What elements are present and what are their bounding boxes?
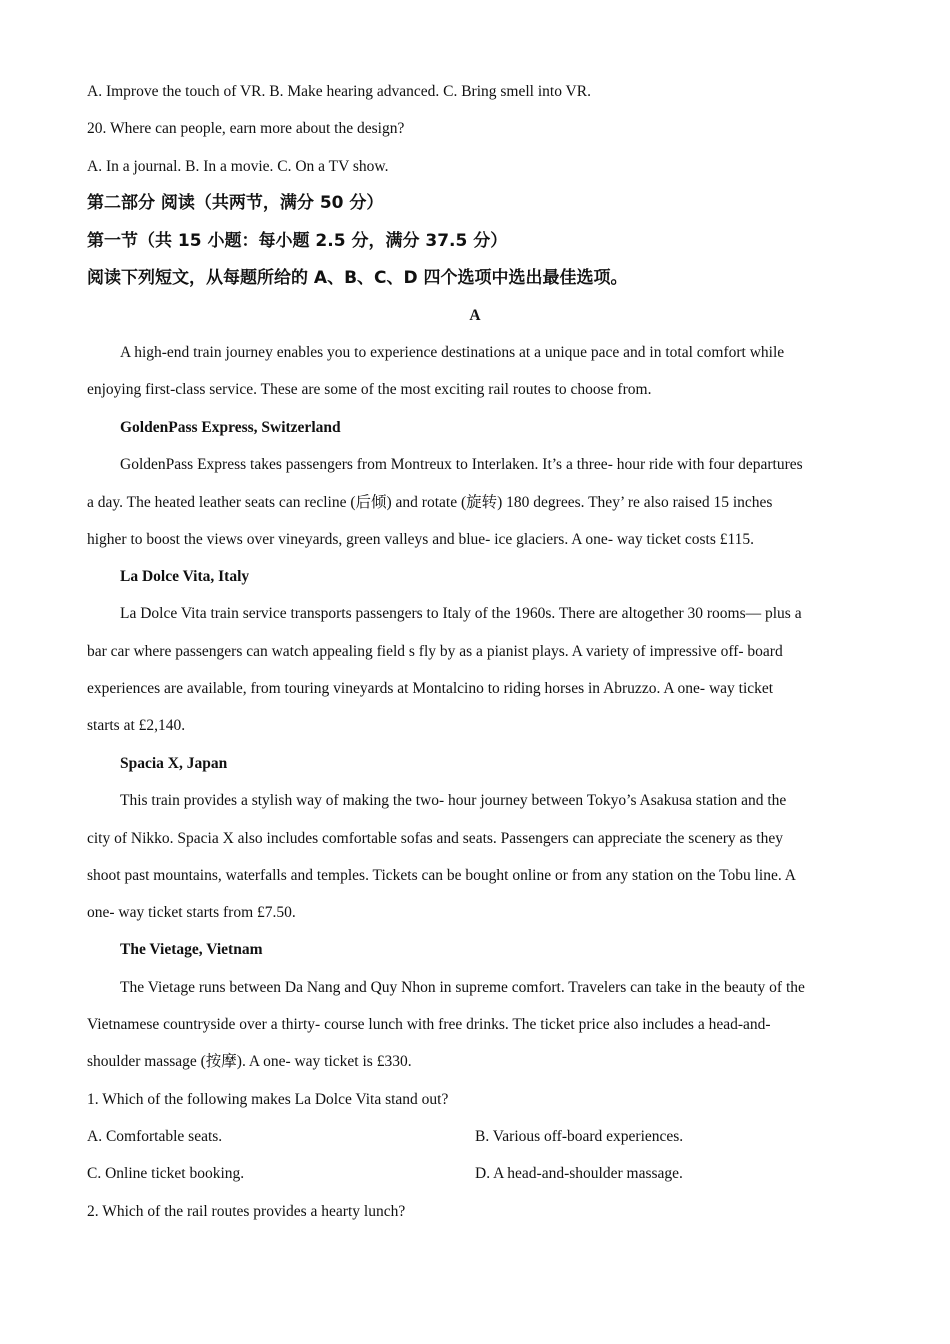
route-text-line: This train provides a stylish way of making the two- hour journey between Tokyo’s Asakusa station and the bbox=[120, 792, 787, 809]
route-heading-goldenpass: GoldenPass Express, Switzerland bbox=[120, 419, 341, 436]
route-text-line: The Vietage runs between Da Nang and Quy Nhon in supreme comfort. Travelers can take in the beauty of the bbox=[120, 979, 805, 996]
route-heading-dolce-vita: La Dolce Vita, Italy bbox=[120, 568, 250, 585]
route-text-line: bar car where passengers can watch appealing field s fly by as a pianist plays. A variety of impressive off- board bbox=[87, 643, 783, 660]
question-1-option-a: A. Comfortable seats. bbox=[87, 1128, 223, 1145]
route-text-line: starts at £2,140. bbox=[87, 717, 186, 734]
route-text-line: shoulder massage (按摩). A one- way ticket is £330. bbox=[87, 1053, 412, 1070]
q20-stem: 20. Where can people, earn more about the design? bbox=[87, 120, 405, 137]
route-text-line: experiences are available, from touring vineyards at Montalcino to riding horses in Abruzzo. A one- way ticket bbox=[87, 680, 774, 697]
question-1-stem: 1. Which of the following makes La Dolce Vita stand out? bbox=[87, 1091, 449, 1108]
route-text-line: city of Nikko. Spacia X also includes comfortable sofas and seats. Passengers can appreciate the scenery as they bbox=[87, 830, 783, 847]
part-title: 第二部分 阅读（共两节，满分 50 分） bbox=[87, 193, 384, 213]
section-title: 第一节（共 15 小题：每小题 2.5 分，满分 37.5 分） bbox=[87, 231, 508, 251]
instruction: 阅读下列短文，从每题所给的 A、B、C、D 四个选项中选出最佳选项。 bbox=[87, 268, 628, 288]
q19-options: A. Improve the touch of VR. B. Make hearing advanced. C. Bring smell into VR. bbox=[87, 83, 591, 100]
question-1-option-b: B. Various off-board experiences. bbox=[475, 1128, 684, 1145]
q20-options: A. In a journal. B. In a movie. C. On a TV show. bbox=[87, 158, 389, 175]
route-text-line: GoldenPass Express takes passengers from Montreux to Interlaken. It’s a three- hour ride with four departures bbox=[120, 456, 803, 473]
route-text-line: La Dolce Vita train service transports passengers to Italy of the 1960s. There are altogether 30 rooms— plus a bbox=[120, 605, 802, 622]
route-text-line: shoot past mountains, waterfalls and temples. Tickets can be bought online or from any station on the Tobu line. A bbox=[87, 867, 796, 884]
route-heading-spacia-x: Spacia X, Japan bbox=[120, 755, 228, 772]
question-1-option-c: C. Online ticket booking. bbox=[87, 1165, 245, 1182]
intro-line: A high-end train journey enables you to experience destinations at a unique pace and in total comfort while bbox=[120, 344, 785, 361]
intro-line: enjoying first-class service. These are some of the most exciting rail routes to choose from. bbox=[87, 381, 652, 398]
question-1-option-d: D. A head-and-shoulder massage. bbox=[475, 1165, 683, 1182]
passage-label: A bbox=[469, 307, 481, 324]
route-text-line: a day. The heated leather seats can recline (后倾) and rotate (旋转) 180 degrees. They’ re also raised 15 inches bbox=[87, 494, 773, 511]
route-text-line: one- way ticket starts from £7.50. bbox=[87, 904, 296, 921]
question-2-stem: 2. Which of the rail routes provides a hearty lunch? bbox=[87, 1203, 406, 1220]
route-text-line: higher to boost the views over vineyards, green valleys and blue- ice glaciers. A one- way ticket costs £115. bbox=[87, 531, 755, 548]
route-heading-vietage: The Vietage, Vietnam bbox=[120, 941, 263, 958]
route-text-line: Vietnamese countryside over a thirty- course lunch with free drinks. The ticket price also includes a head-and- bbox=[87, 1016, 771, 1033]
